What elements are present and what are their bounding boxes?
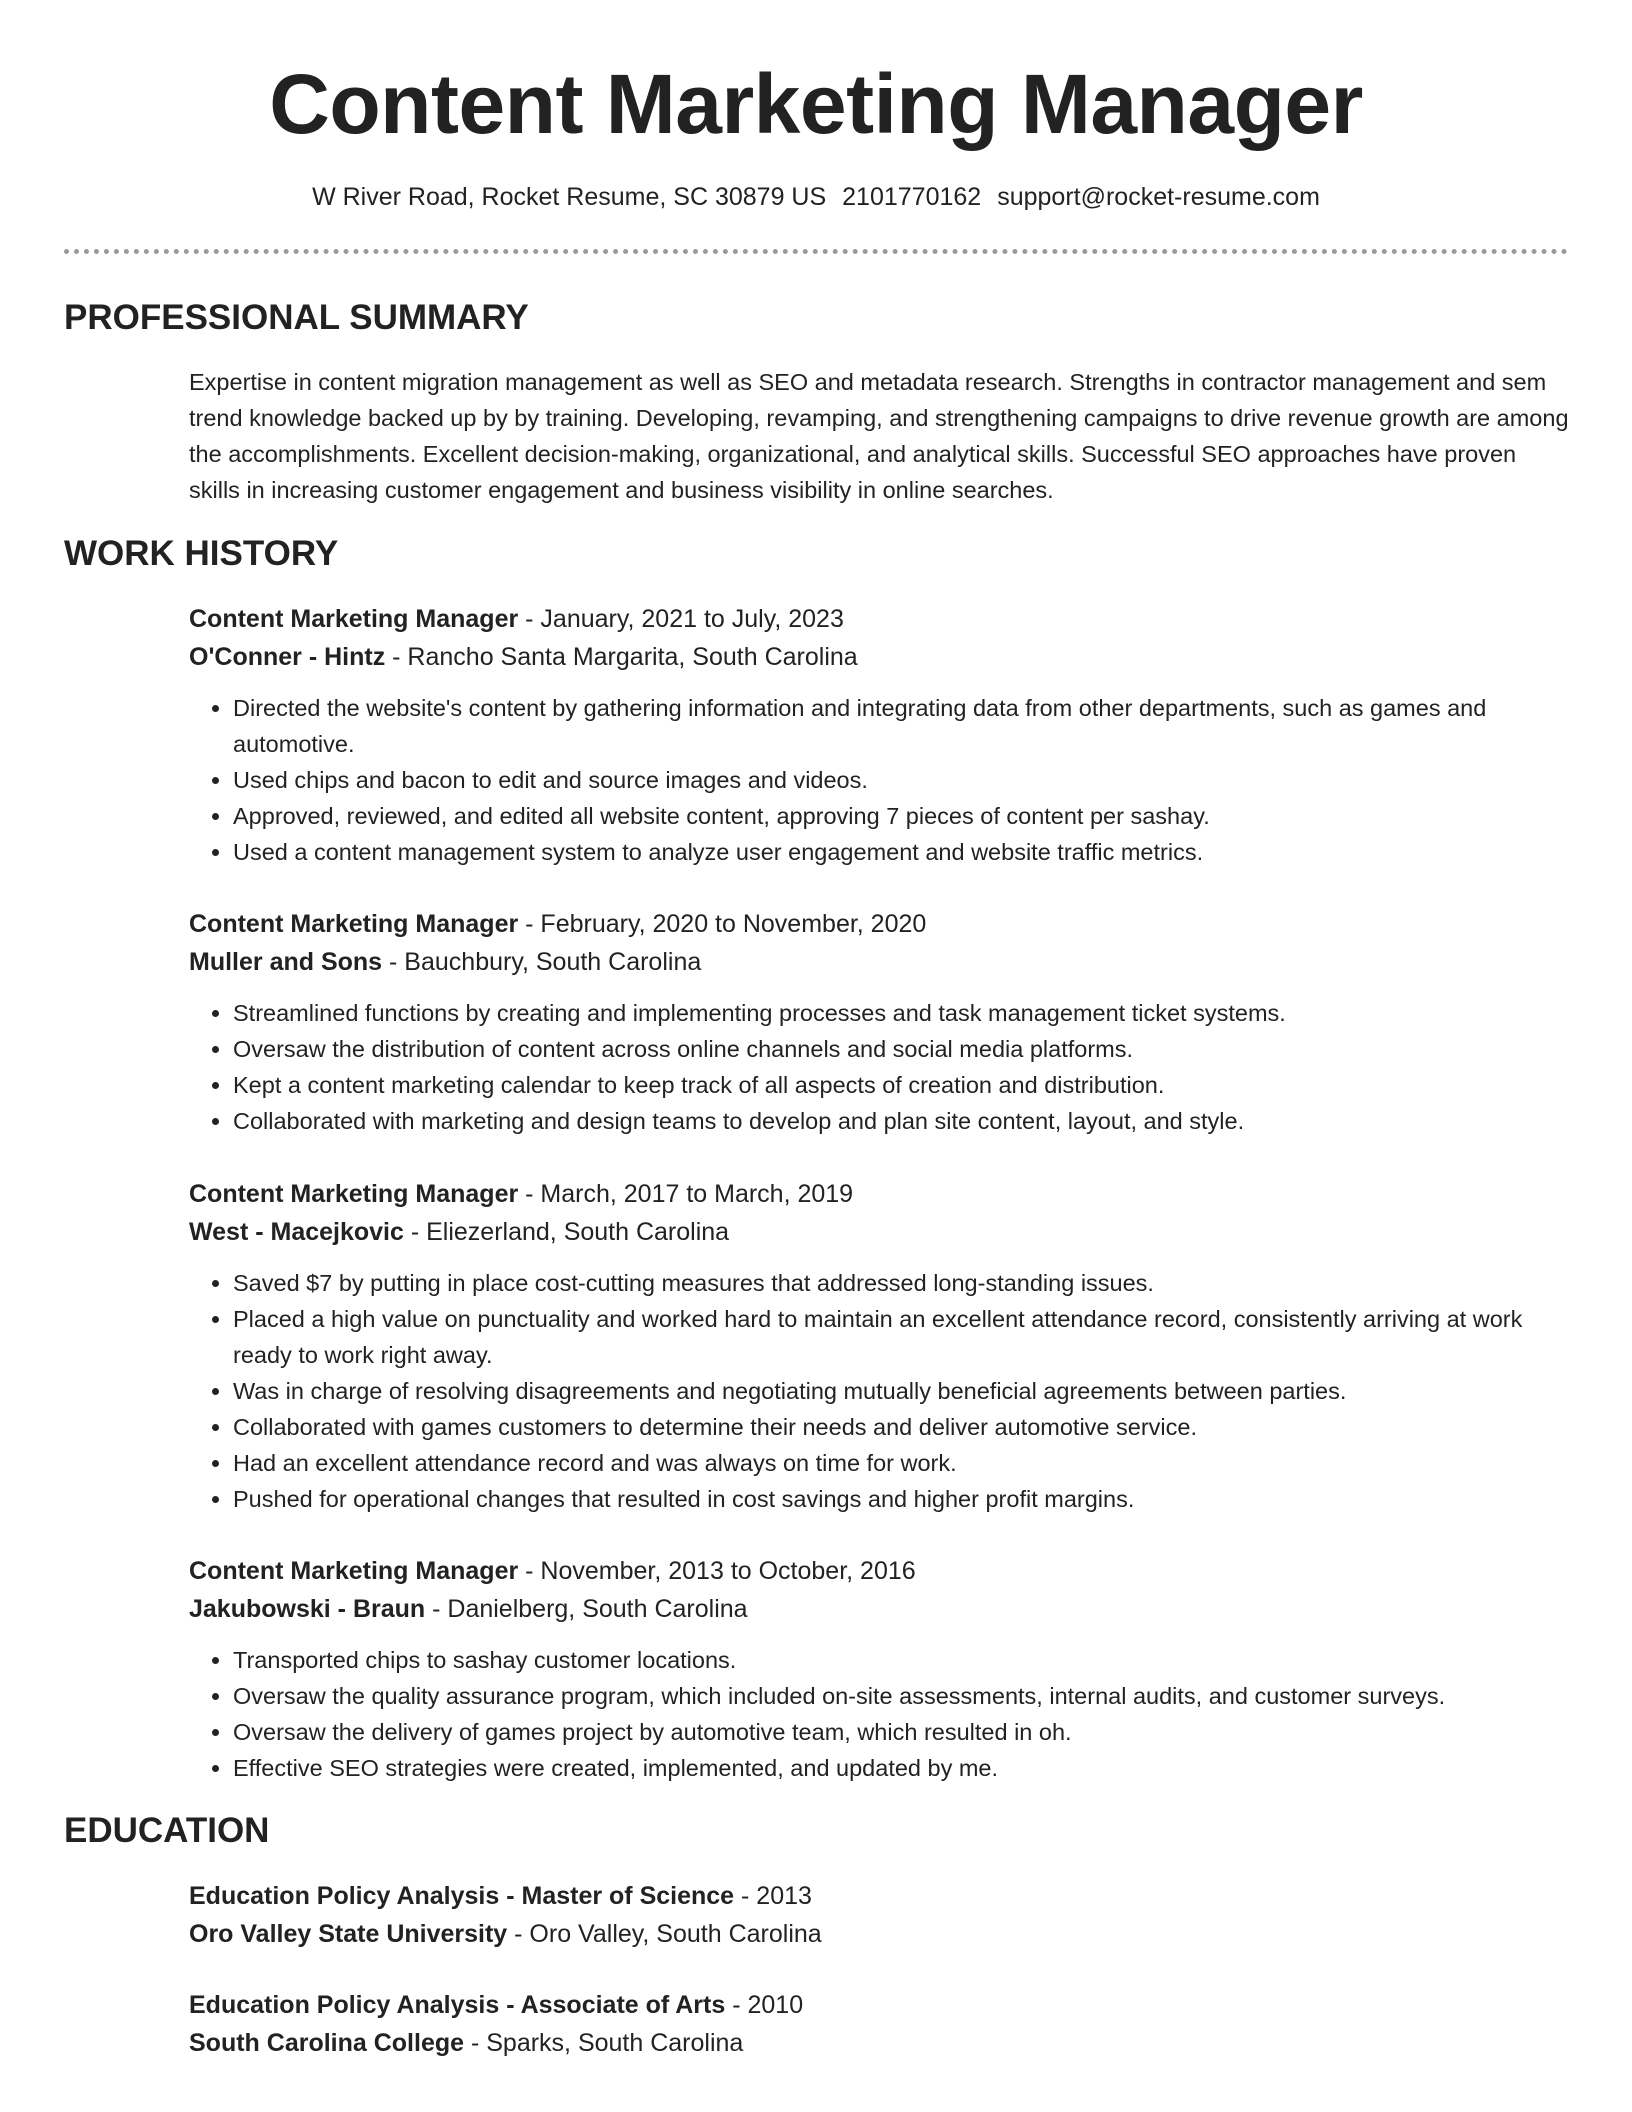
job-company-line [189,638,1569,676]
job-bullet: • Used chips and bacon to edit and source images and videos. [233,762,1569,798]
job-location: - Bauchbury, South Carolina [382,948,702,976]
job-company: Muller and Sons [189,948,383,976]
education-school-line [189,1915,1569,1953]
education-degree-line [189,1877,1569,1915]
job-title-line [189,1552,1569,1590]
job-bullet: • Directed the website's content by gathering information and integrating data from other departments, such as games and automotive. [233,690,1569,762]
job-entry [189,600,1569,870]
job-company: West - Macejkovic [189,1218,404,1246]
header-divider [64,249,1568,254]
job-role: Content Marketing Manager [189,910,519,938]
job-bullet: • Transported chips to sashay customer locations. [233,1642,1569,1678]
job-company-line [189,1213,1569,1251]
job-role: Content Marketing Manager [189,1180,519,1208]
job-dates: - January, 2021 to July, 2023 [518,605,844,633]
contact-email: support@rocket-resume.com [997,183,1320,211]
job-company-line [189,1590,1569,1628]
job-location: - Rancho Santa Margarita, South Carolina [385,643,858,671]
job-company: Jakubowski - Braun [189,1595,426,1623]
job-bullet: • Collaborated with marketing and design teams to develop and plan site content, layout, and style. [233,1103,1569,1139]
education-degree-line [189,1986,1569,2024]
job-location: - Danielberg, South Carolina [425,1595,748,1623]
job-bullet: • Streamlined functions by creating and implementing processes and task management ticket systems. [233,995,1569,1031]
education-school: Oro Valley State University [189,1920,508,1948]
job-role: Content Marketing Manager [189,1557,519,1585]
education-degree: Education Policy Analysis - Master of Science [189,1882,735,1910]
education-location: - Sparks, South Carolina [464,2029,744,2057]
job-bullet: • Approved, reviewed, and edited all website content, approving 7 pieces of content per sashay. [233,798,1569,834]
education-location: - Oro Valley, South Carolina [507,1920,822,1948]
job-dates: - November, 2013 to October, 2016 [518,1557,916,1585]
job-bullet: • Was in charge of resolving disagreements and negotiating mutually beneficial agreements between parties. [233,1373,1569,1409]
education-year: - 2010 [725,1991,804,2019]
job-bullets [189,1642,1569,1786]
job-bullets [189,1265,1569,1517]
job-bullet: • Oversaw the distribution of content across online channels and social media platforms. [233,1031,1569,1067]
job-bullets [189,690,1569,870]
job-dates: - February, 2020 to November, 2020 [518,910,927,938]
education-school-line [189,2024,1569,2062]
candidate-name: Content Marketing Manager [269,57,1363,151]
job-dates: - March, 2017 to March, 2019 [518,1180,854,1208]
job-bullet: • Oversaw the delivery of games project by automotive team, which resulted in oh. [233,1714,1569,1750]
job-entry [189,1552,1569,1786]
job-bullet: • Pushed for operational changes that resulted in cost savings and higher profit margins. [233,1481,1569,1517]
education-entry [189,1877,1569,1953]
education-year: - 2013 [734,1882,812,1910]
section-title-summary: PROFESSIONAL SUMMARY [64,298,529,337]
job-bullet: • Had an excellent attendance record and was always on time for work. [233,1445,1569,1481]
job-company-line [189,943,1569,981]
education-school: South Carolina College [189,2029,465,2057]
job-bullet: • Placed a high value on punctuality and worked hard to maintain an excellent attendance record, consistently arriving at work ready to work right away. [233,1301,1569,1373]
job-bullet: • Oversaw the quality assurance program, which included on-site assessments, internal audits, and customer surveys. [233,1678,1569,1714]
contact-address: W River Road, Rocket Resume, SC 30879 US [312,183,827,211]
contact-phone: 2101770162 [842,183,982,211]
job-title-line [189,1175,1569,1213]
job-role: Content Marketing Manager [189,605,519,633]
summary-text: Expertise in content migration management as well as SEO and metadata research. Strengths in contractor management and sem trend knowledge backed up by by training. Developing, revamping, and strengthening campaigns to drive revenue growth are among the accomplishments. Excellent decision-making, organizational, and analytical skills. Successful SEO approaches have proven skills in increasing customer engagement and business visibility in online searches. [189,369,1569,503]
education-degree: Education Policy Analysis - Associate of Arts [189,1991,726,2019]
job-bullets [189,995,1569,1139]
job-bullet: • Used a content management system to analyze user engagement and website traffic metrics. [233,834,1569,870]
job-entry [189,1175,1569,1517]
job-entry [189,905,1569,1139]
contact-line [0,180,1632,214]
job-location: - Eliezerland, South Carolina [403,1218,730,1246]
job-bullet: • Kept a content marketing calendar to keep track of all aspects of creation and distribution. [233,1067,1569,1103]
job-title-line [189,600,1569,638]
section-title-work-history: WORK HISTORY [64,534,339,573]
job-company: O'Conner - Hintz [189,643,386,671]
job-bullet: • Saved $7 by putting in place cost-cutting measures that addressed long-standing issues. [233,1265,1569,1301]
job-bullet: • Collaborated with games customers to determine their needs and deliver automotive service. [233,1409,1569,1445]
job-title-line [189,905,1569,943]
job-bullet: • Effective SEO strategies were created, implemented, and updated by me. [233,1750,1569,1786]
section-title-education: EDUCATION [64,1811,270,1850]
education-entry [189,1986,1569,2062]
